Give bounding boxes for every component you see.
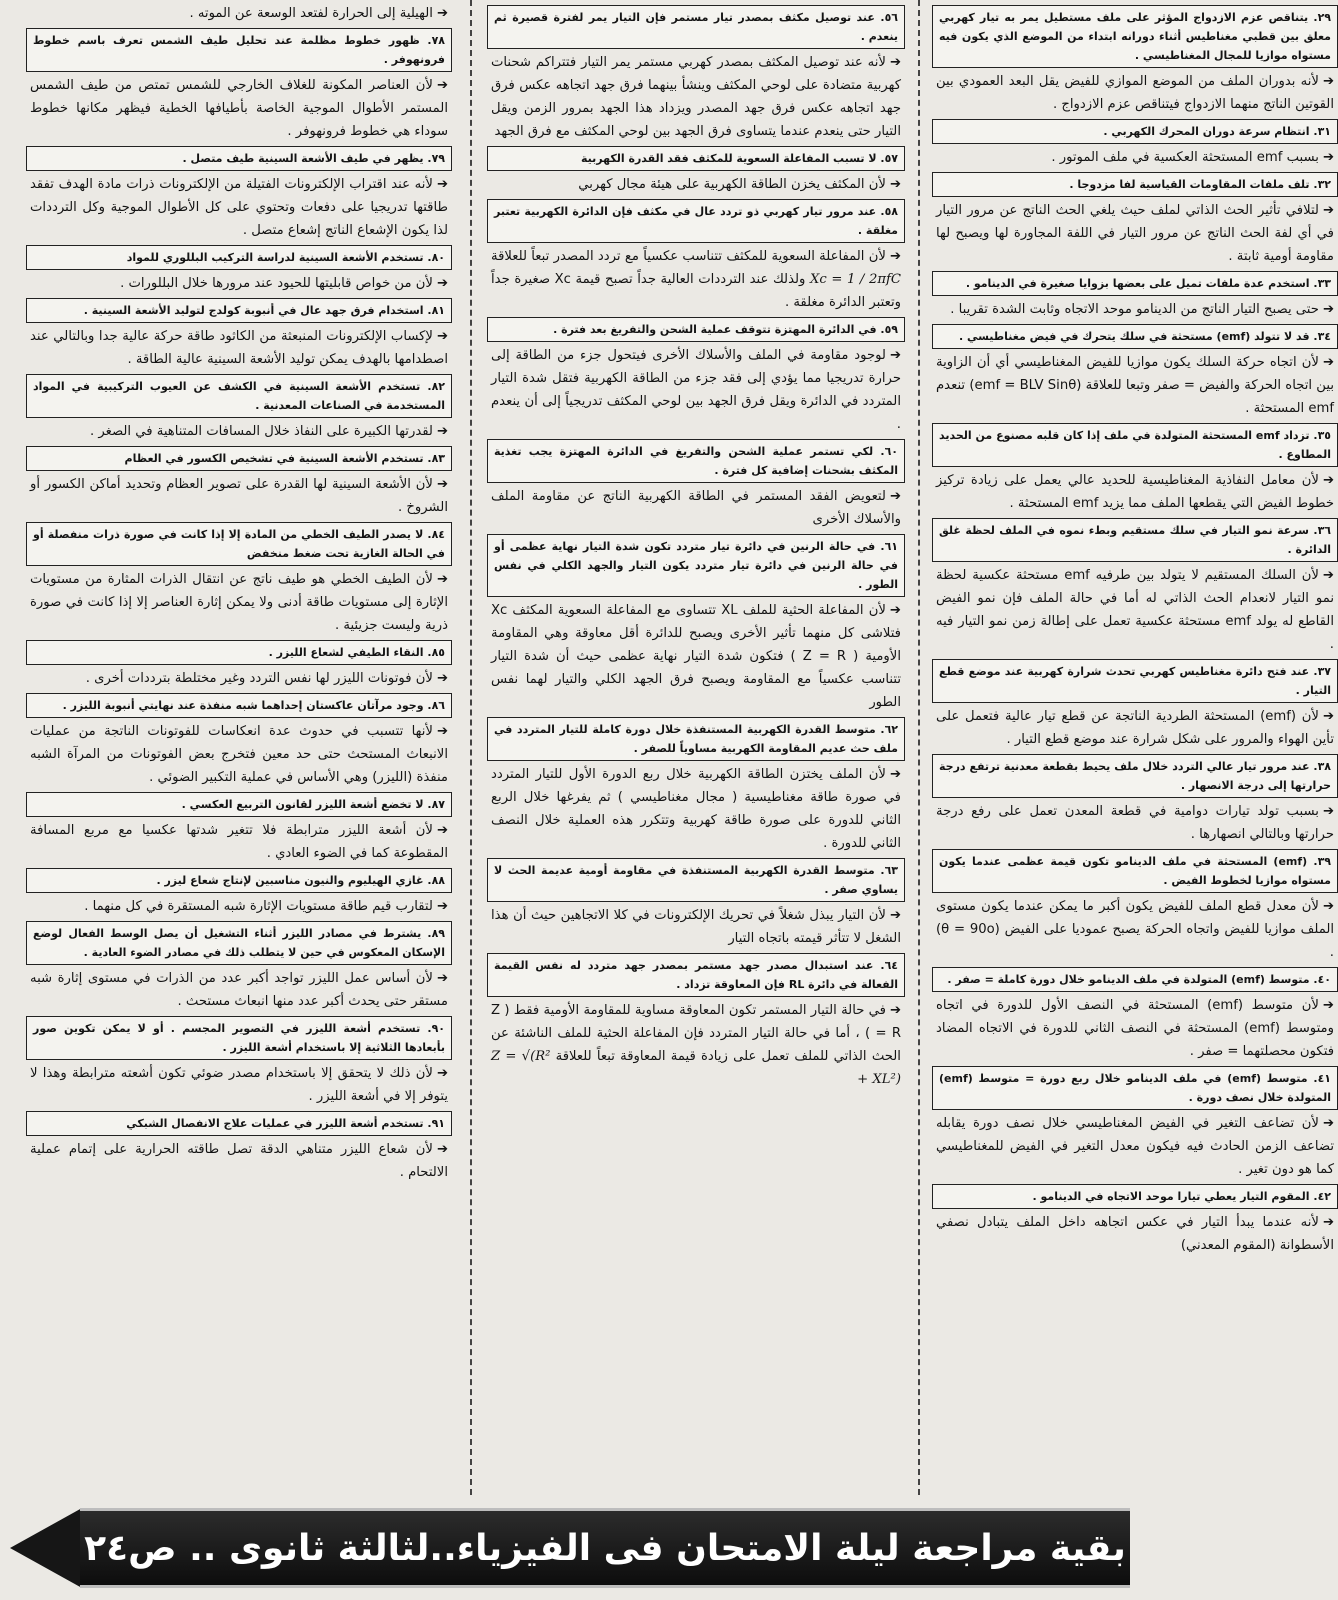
qa-item <box>26 2 452 25</box>
arrow-bullet-icon: ➔ <box>1322 355 1334 370</box>
answer-part: لأن المفاعلة السعوية للمكثف تتناسب عكسياً مع تردد المصدر تبعاً للعلاقة <box>491 249 886 264</box>
question-box: ٣٢. تلف ملفات المقاومات القياسية لفا مزدوجا . <box>932 172 1338 197</box>
qa-item <box>487 858 905 950</box>
answer-text <box>487 344 905 436</box>
question-box: ٣٦. سرعة نمو التيار في سلك مستقيم وبطء نموه في الملف لحظة غلق الدائرة . <box>932 518 1338 562</box>
answer-body: لأن العناصر المكونة للغلاف الخارجي للشمس تمتص من طيف الشمس المستمر الأطوال الموجية الخاصة بأطيافها الخطية فيظهر مكانها خطوط سوداء هي خطوط فرونهوفر . <box>30 78 448 139</box>
qa-item <box>26 792 452 865</box>
banner-title: بقية مراجعة ليلة الامتحان فى الفيزياء..لثالثة ثانوى .. ص٢٤ <box>84 1527 1126 1569</box>
answer-text <box>487 763 905 855</box>
question-box: ٨١. استخدام فرق جهد عال في أنبوبة كولدج لتوليد الأشعة السينية . <box>26 298 452 323</box>
qa-item <box>932 967 1338 1063</box>
answer-body: لأن السلك المستقيم لا يتولد بين طرفيه emf مستحثة عكسية لحظة نمو التيار لانعدام الحث الذاتي له أما في حالة الملف فإن نمو الفيض القاطع له يولد emf مستحثة عكسية تعمل على إطالة زمن نمو التيار فيه . <box>936 568 1334 652</box>
answer-text <box>26 2 452 25</box>
qa-item <box>487 317 905 436</box>
qa-item <box>26 28 452 143</box>
answer-text <box>932 469 1338 515</box>
question-box: ٨٣. تستخدم الأشعة السينية في تشخيص الكسور في العظام <box>26 446 452 471</box>
banner-body <box>80 1508 1130 1588</box>
qa-item <box>26 298 452 371</box>
qa-item <box>26 640 452 690</box>
arrow-bullet-icon: ➔ <box>1322 203 1334 218</box>
question-box: ٣٧. عند فتح دائرة مغناطيس كهربي تحدث شرارة كهربية عند موضع قطع التيار . <box>932 659 1338 703</box>
answer-body: لأن شعاع الليزر متناهي الدقة تصل طاقته الحرارية على إتمام عملية الالتحام . <box>30 1142 448 1180</box>
qa-item <box>26 374 452 443</box>
answer-text <box>487 904 905 950</box>
arrow-bullet-icon: ➔ <box>889 1003 901 1018</box>
answer-text <box>932 199 1338 268</box>
arrow-bullet-icon: ➔ <box>1322 74 1334 89</box>
qa-item <box>26 1016 452 1108</box>
arrow-bullet-icon: ➔ <box>889 603 901 618</box>
answer-text <box>487 245 905 314</box>
question-box: ٨٦. وجود مرآتان عاكستان إحداهما شبه منفذة عند نهايتي أنبوبة الليزر . <box>26 693 452 718</box>
arrow-bullet-icon: ➔ <box>1322 709 1335 724</box>
question-box: ٣١. انتظام سرعة دوران المحرك الكهربي . <box>932 119 1338 144</box>
question-box: ٢٩. يتناقص عزم الازدواج المؤثر على ملف مستطيل يمر به تيار كهربي معلق بين قطبي مغناطيس أثناء دورانه ابتداء من الموضع الذي يكون فيه مستواه موازيا للمجال المغناطيسي . <box>932 5 1338 68</box>
arrow-bullet-icon: ➔ <box>889 177 901 192</box>
question-box: ٧٨. ظهور خطوط مظلمة عند تحليل طيف الشمس تعرف باسم خطوط فرونهوفر . <box>26 28 452 72</box>
question-box: ٣٨. عند مرور تيار عالي التردد خلال ملف يحيط بقطعة معدنية ترتفع درجة حرارتها إلى درجة الانصهار . <box>932 754 1338 798</box>
arrow-bullet-icon: ➔ <box>436 899 448 914</box>
qa-item <box>26 245 452 295</box>
qa-item <box>26 868 452 918</box>
answer-body: لأن (emf) المستحثة الطردية الناتجة عن قطع تيار عالية فتعمل على تأين الهواء والمرور على شكل شرارة عند موضع قطع التيار . <box>936 709 1334 747</box>
formula: Xc = 1 / 2πfC <box>809 272 901 287</box>
qa-item <box>26 446 452 519</box>
arrow-bullet-icon: ➔ <box>1322 150 1334 165</box>
answer-text <box>26 895 452 918</box>
answer-body: لوجود مقاومة في الملف والأسلاك الأخرى فيتحول جزء من الطاقة إلى حرارة تدريجيا مما يؤدي إلى فقد جزء من الطاقة الكهربية فتقل شدة التيار المتردد في الدائرة ويقل فرق الجهد بين لوحي المكثف تدريجياً إلى أن ينعدم . <box>491 348 901 432</box>
answer-text <box>26 967 452 1013</box>
answer-body: لأن تضاعف التغير في الفيض المغناطيسي خلال نصف دورة يقابله تضاعف الزمن الحادث فيه فيكون معدل التغير في الفيض للمغناطيسي كما هو دون تغير . <box>936 1116 1334 1177</box>
question-box: ٣٣. استخدم عدة ملفات تميل على بعضها بزوايا صغيرة في الدينامو . <box>932 271 1338 296</box>
answer-body: لأن اتجاه حركة السلك يكون موازيا للفيض المغناطيسي أي أن الزاوية بين اتجاه الحركة والفيض = صفر وتبعا للعلاقة (emf = BLV Sinθ) تنعدم emf المستحثة . <box>936 355 1334 416</box>
arrow-bullet-icon: ➔ <box>436 477 448 492</box>
answer-text <box>26 272 452 295</box>
answer-body: لأن أشعة الليزر مترابطة فلا تتغير شدتها عكسيا مع مربع المسافة المقطوعة كما في الضوء العادي . <box>30 823 448 861</box>
answer-body: لتقارب قيم طاقة مستويات الإثارة شبه المستقرة في كل منهما . <box>84 899 433 914</box>
qa-item <box>932 423 1338 515</box>
qa-item <box>932 849 1338 964</box>
arrow-bullet-icon: ➔ <box>436 971 448 986</box>
arrow-bullet-icon: ➔ <box>436 1142 448 1157</box>
question-box: ٥٧. لا تسبب المفاعلة السعوية للمكثف فقد القدرة الكهربية <box>487 146 905 171</box>
arrow-bullet-icon: ➔ <box>436 78 448 93</box>
answer-text <box>932 705 1338 751</box>
arrow-bullet-icon: ➔ <box>889 767 901 782</box>
answer-body: لأنه عند اقتراب الإلكترونات الفتيلة من الإلكترونات ذرات مادة الهدف تفقد طاقتها تدريجيا على دفعات وتحتوي على كل الأطوال الموجية وكل الترددات لذا يكون الإشعاع الناتج إشعاع متصل . <box>30 177 448 238</box>
answer-text <box>932 895 1338 964</box>
question-box: ٨٧. لا تخضع أشعة الليزر لقانون التربيع العكسي . <box>26 792 452 817</box>
arrow-bullet-icon: ➔ <box>889 55 901 70</box>
answer-part: ولذلك عند الترددات العالية جداً تصبح قيمة Xc صغيرة جداً وتعتبر الدائرة مغلقة . <box>491 272 901 310</box>
answer-text <box>26 420 452 443</box>
question-box: ٨٩. يشترط في مصادر الليزر أثناء التشغيل أن يصل الوسط الفعال لوضع الإسكان المعكوس في حين لا يتطلب ذلك في مصادر الضوء العادية . <box>26 921 452 965</box>
answer-text <box>26 74 452 143</box>
answer-body: بسبب emf المستحثة العكسية في ملف الموتور . <box>1051 150 1319 165</box>
formula: Z = √(R² + XL²) <box>491 1049 901 1087</box>
answer-body: لأن أساس عمل الليزر تواجد أكبر عدد من الذرات في مستوى إثارة شبه مستقر حتى يحدث أكبر عدد منها انبعاث مستحث . <box>30 971 448 1009</box>
question-box: ٨٢. تستخدم الأشعة السينية في الكشف عن العيوب التركيبية في المواد المستخدمة في الصناعات المعدنية . <box>26 374 452 418</box>
arrow-bullet-icon: ➔ <box>889 249 901 264</box>
arrow-bullet-icon: ➔ <box>1322 804 1334 819</box>
answer-text <box>26 568 452 637</box>
question-box: ٣٩. (emf) المستحثة في ملف الدينامو تكون قيمة عظمى عندما يكون مستواه موازيا لخطوط الفيض . <box>932 849 1338 893</box>
question-box: ٤١. متوسط (emf) في ملف الدينامو خلال ربع دورة = متوسط (emf) المتولدة خلال نصف دورة . <box>932 1066 1338 1110</box>
qa-item <box>932 659 1338 751</box>
arrow-bullet-icon: ➔ <box>436 276 448 291</box>
column-divider-right <box>918 0 920 1495</box>
column-divider-left <box>470 0 472 1495</box>
answer-body: لأنه عندما يبدأ التيار في عكس اتجاهه داخل الملف يتبادل نصفي الأسطوانة (المقوم المعدني) <box>936 1215 1334 1253</box>
arrow-bullet-icon: ➔ <box>1322 899 1334 914</box>
qa-item <box>932 324 1338 420</box>
answer-text <box>26 325 452 371</box>
answer-text <box>487 173 905 196</box>
answer-body: لأنها تتسبب في حدوث عدة انعكاسات للفوتونات الناتجة من عمليات الانبعاث المستحث حتى حد معين فتخرج بعض الفوتونات من المرآة الشبه منفذة (الليزر) وهي الأساس في عملية التكبير الضوئي . <box>30 724 448 785</box>
continuation-banner <box>10 1508 1250 1588</box>
answer-body: لتعويض الفقد المستمر في الطاقة الكهربية الناتج عن مقاومة الملف والأسلاك الأخرى <box>491 489 901 527</box>
question-box: ٤٢. المقوم التيار يعطي تيارا موحد الاتجاه في الدينامو . <box>932 1184 1338 1209</box>
answer-text <box>26 1062 452 1108</box>
answer-text <box>487 51 905 143</box>
qa-item <box>487 953 905 1091</box>
question-box: ٨٨. غازي الهيليوم والنيون مناسبين لإنتاج شعاع ليزر . <box>26 868 452 893</box>
answer-body: لتلافي تأثير الحث الذاتي لملف حيث يلغي الحث الناتج عن مرور التيار في أي لفة الحث الناتج عن مرور التيار في اللفة المجاورة لها ويصبح لها مقاومة أومية ثابتة . <box>936 203 1334 264</box>
answer-body: حتى يصبح التيار الناتج من الدينامو موحد الاتجاه وثابت الشدة تقريبا . <box>950 302 1319 317</box>
qa-item <box>932 1184 1338 1257</box>
answer-body: لأن الملف يختزن الطاقة الكهربية خلال ربع الدورة الأول للتيار المتردد في صورة طاقة مغناطيسية ( مجال مغناطيسي ) ثم يفرغها خلال الربع الثاني للدورة على صورة طاقة كهربية وتتكرر هذه العملية خلال النصف الثاني للدورة . <box>491 767 901 851</box>
answer-body: لأن معامل النفاذية المغناطيسية للحديد عالي يعمل على زيادة تركيز خطوط الفيض التي يقطعها الملف مما يزيد emf المستحثة . <box>936 473 1334 511</box>
question-box: ٦٤. عند استبدال مصدر جهد مستمر بمصدر جهد متردد له نفس القيمة الفعالة في دائرة RL فإن المعاوقة تزداد . <box>487 953 905 997</box>
answer-text <box>487 999 905 1091</box>
question-box: ٧٩. يظهر في طيف الأشعة السينية طيف متصل . <box>26 146 452 171</box>
answer-text <box>26 720 452 789</box>
arrow-bullet-icon: ➔ <box>436 424 448 439</box>
qa-item <box>932 1066 1338 1181</box>
arrow-bullet-icon: ➔ <box>1322 473 1334 488</box>
answer-body: لأن متوسط (emf) المستحثة في النصف الأول للدورة في اتجاه ومتوسط (emf) المستحثة في النصف الثاني للدورة في الاتجاه المضاد فتكون محصلتهما = صفر . <box>936 998 1334 1059</box>
arrow-bullet-icon: ➔ <box>436 177 448 192</box>
qa-item <box>487 717 905 855</box>
arrow-bullet-icon: ➔ <box>436 823 448 838</box>
answer-text <box>26 1138 452 1184</box>
question-box: ٣٥. تزداد emf المستحثة المتولدة في ملف إذا كان قلبه مصنوع من الحديد المطاوع . <box>932 423 1338 467</box>
qa-item <box>932 754 1338 846</box>
answer-text <box>932 1112 1338 1181</box>
question-box: ٨٥. النقاء الطيفي لشعاع الليزر . <box>26 640 452 665</box>
answer-body: لأن ذلك لا يتحقق إلا باستخدام مصدر ضوئي تكون أشعته مترابطة وهذا لا يتوفر إلا في أشعة الليزر . <box>30 1066 448 1104</box>
qa-item <box>932 5 1338 116</box>
arrow-bullet-icon: ➔ <box>436 671 448 686</box>
arrow-bullet-icon: ➔ <box>889 348 901 363</box>
arrow-bullet-icon: ➔ <box>436 1066 448 1081</box>
answer-text <box>932 298 1338 321</box>
arrow-bullet-icon: ➔ <box>889 908 901 923</box>
answer-text <box>26 667 452 690</box>
answer-text <box>932 146 1338 169</box>
qa-item <box>26 146 452 242</box>
arrow-bullet-icon: ➔ <box>436 572 448 587</box>
answer-body: لأن المكثف يخزن الطاقة الكهربية على هيئة مجال كهربي <box>578 177 886 192</box>
arrow-bullet-icon: ➔ <box>436 329 448 344</box>
qa-item <box>487 199 905 314</box>
column-left <box>26 0 452 1490</box>
answer-text <box>487 599 905 714</box>
qa-item <box>26 522 452 637</box>
left-arrow-icon <box>10 1508 82 1588</box>
answer-body: لأنه عند توصيل المكثف بمصدر كهربي مستمر يمر التيار فتتراكم شحنات كهربية متضادة على لوحي المكثف وينشأ بينهما فرق جهد اتجاهه عكس فرق جهد اتجاهه عكس فرق جهد المصدر ويزداد هذا الجهد بمرور الزمن ويقل التيار حتى ينعدم عندما يتساوى فرق الجهد بين لوحي المكثف مع فرق الجهد <box>491 55 901 139</box>
answer-body: الهيلية إلى الحرارة لفتعد الوسعة عن الموته . <box>189 6 433 21</box>
question-box: ٦٣. متوسط القدرة الكهربية المستنفذة في مقاومة أومية عديمة الحث لا يساوي صفر . <box>487 858 905 902</box>
qa-item <box>487 439 905 531</box>
answer-text <box>487 485 905 531</box>
question-box: ٨٤. لا يصدر الطيف الخطي من المادة إلا إذا كانت في صورة ذرات منفصلة أو في الحالة الغازية تحت ضغط منخفض <box>26 522 452 566</box>
answer-body: لأن التيار يبذل شغلاً في تحريك الإلكترونات في كلا الاتجاهين حيث أن هذا الشغل لا تتأثر قيمته باتجاه التيار <box>491 908 901 946</box>
answer-text <box>26 819 452 865</box>
arrow-bullet-icon: ➔ <box>1322 568 1334 583</box>
question-box: ٥٨. عند مرور تيار كهربي ذو تردد عال في مكثف فإن الدائرة الكهربية تعتبر مغلقة . <box>487 199 905 243</box>
answer-body: لإكساب الإلكترونات المنبعثة من الكاثود طاقة حركة عالية جدا وبالتالي عند اصطدامها بالهدف يمكن توليد الأشعة السينية عالية الطاقة . <box>30 329 448 367</box>
qa-item <box>26 1111 452 1184</box>
answer-text <box>932 564 1338 656</box>
question-box: ٦٢. متوسط القدرة الكهربية المستنفذة خلال دورة كاملة للتيار المتردد في ملف حث عديم المقاومة الكهربية مساوياً للصفر . <box>487 717 905 761</box>
answer-text <box>26 473 452 519</box>
question-box: ٩٠. تستخدم أشعة الليزر في التصوير المجسم . أو لا يمكن تكوين صور بأبعادها الثلاثية إلا باستخدام أشعة الليزر . <box>26 1016 452 1060</box>
answer-body: بسبب تولد تيارات دوامية في قطعة المعدن تعمل على رفع درجة حرارتها وبالتالي انصهارها . <box>936 804 1334 842</box>
arrow-bullet-icon: ➔ <box>1322 302 1334 317</box>
column-right <box>932 0 1338 1490</box>
column-middle <box>487 0 905 1490</box>
answer-body: لأن من خواص قابليتها للحيود عند مرورها خلال البللورات . <box>120 276 433 291</box>
answer-text <box>932 800 1338 846</box>
question-box: ٥٦. عند توصيل مكثف بمصدر تيار مستمر فإن التيار يمر لفترة قصيرة ثم ينعدم . <box>487 5 905 49</box>
answer-body: لأن الأشعة السينية لها القدرة على تصوير العظام وتحديد أماكن الكسور أو الشروخ . <box>30 477 448 515</box>
arrow-bullet-icon: ➔ <box>1322 998 1334 1013</box>
answer-body: لأن فوتونات الليزر لها نفس التردد وغير مختلطة بترددات أخرى . <box>85 671 433 686</box>
answer-part: في حالة التيار المستمر تكون المعاوقة مساوية للمقاومة الأومية فقط ( Z = R ) ، أما في حالة التيار المتردد فإن المفاعلة الحثية للملف الناشئة عن الحث الذاتي للملف تعمل على زيادة قيمة المعاوقة تبعاً للعلاقة <box>491 1003 902 1064</box>
qa-item <box>932 518 1338 656</box>
answer-text <box>932 994 1338 1063</box>
question-box: ٨٠. تستخدم الأشعة السينية لدراسة التركيب البللوري للمواد <box>26 245 452 270</box>
qa-item <box>487 5 905 143</box>
qa-item <box>26 693 452 789</box>
arrow-bullet-icon: ➔ <box>436 724 448 739</box>
question-box: ٥٩. في الدائرة المهتزة تتوقف عملية الشحن والتفريغ بعد فترة . <box>487 317 905 342</box>
arrow-bullet-icon: ➔ <box>1322 1116 1334 1131</box>
answer-text <box>932 1211 1338 1257</box>
qa-item <box>26 921 452 1013</box>
answer-body: لأن المفاعلة الحثية للملف XL تتساوى مع المفاعلة السعوية المكثف Xc فتلاشى كل منهما تأثير الأخرى ويصبح للدائرة أقل معاوقة وهي المقاومة الأومية ( Z = R ) فتكون شدة التيار نهاية عظمى حيث أن شدة التيار تتناسب عكسياً مع المقاومة ويصبح فرق الجهد الكلي والتيار لهما نفس الطور <box>491 603 901 710</box>
qa-item <box>932 172 1338 268</box>
qa-item <box>932 119 1338 169</box>
answer-text <box>932 70 1338 116</box>
answer-body: لقدرتها الكبيرة على النفاذ خلال المسافات المتناهية في الصغر . <box>89 424 433 439</box>
arrow-bullet-icon: ➔ <box>889 489 901 504</box>
answer-body: لأنه بدوران الملف من الموضع الموازي للفيض يقل البعد العمودي بين القوتين الناتج منهما الازدواج فيتناقص عزم الازدواج . <box>936 74 1334 112</box>
question-box: ٩١. تستخدم أشعة الليزر في عمليات علاج الانفصال الشبكي <box>26 1111 452 1136</box>
qa-item <box>487 146 905 196</box>
answer-body: لأن معدل قطع الملف للفيض يكون أكبر ما يمكن عندما يكون مستوى الملف موازيا للفيض واتجاه الحركة يصبح عموديا على الفيض (θ = 90o) . <box>936 899 1334 960</box>
answer-body: لأن الطيف الخطي هو طيف ناتج عن انتقال الذرات المثارة من مستويات الإثارة إلى مستويات طاقة أدنى ولا يمكن إثارة العناصر إلا إذا كانت في صورة ذرية وليست جزيئية . <box>30 572 448 633</box>
question-box: ٦٠. لكي تستمر عملية الشحن والتفريغ في الدائرة المهتزة يجب تغذية المكثف بشحنات إضافية كل فترة . <box>487 439 905 483</box>
answer-text <box>26 173 452 242</box>
qa-item <box>487 534 905 714</box>
question-box: ٦١. في حالة الرنين في دائرة تيار متردد تكون شدة التيار نهاية عظمى أو في حالة الرنين في دائرة تيار متردد يكون التيار والجهد الكلي في نفس الطور . <box>487 534 905 597</box>
qa-item <box>932 271 1338 321</box>
arrow-bullet-icon: ➔ <box>1322 1215 1334 1230</box>
question-box: ٤٠. متوسط (emf) المتولدة في ملف الدينامو خلال دورة كاملة = صفر . <box>932 967 1338 992</box>
arrow-bullet-icon: ➔ <box>436 6 448 21</box>
answer-text <box>932 351 1338 420</box>
question-box: ٣٤. قد لا تتولد (emf) مستحثة في سلك يتحرك في فيض مغناطيسي . <box>932 324 1338 349</box>
